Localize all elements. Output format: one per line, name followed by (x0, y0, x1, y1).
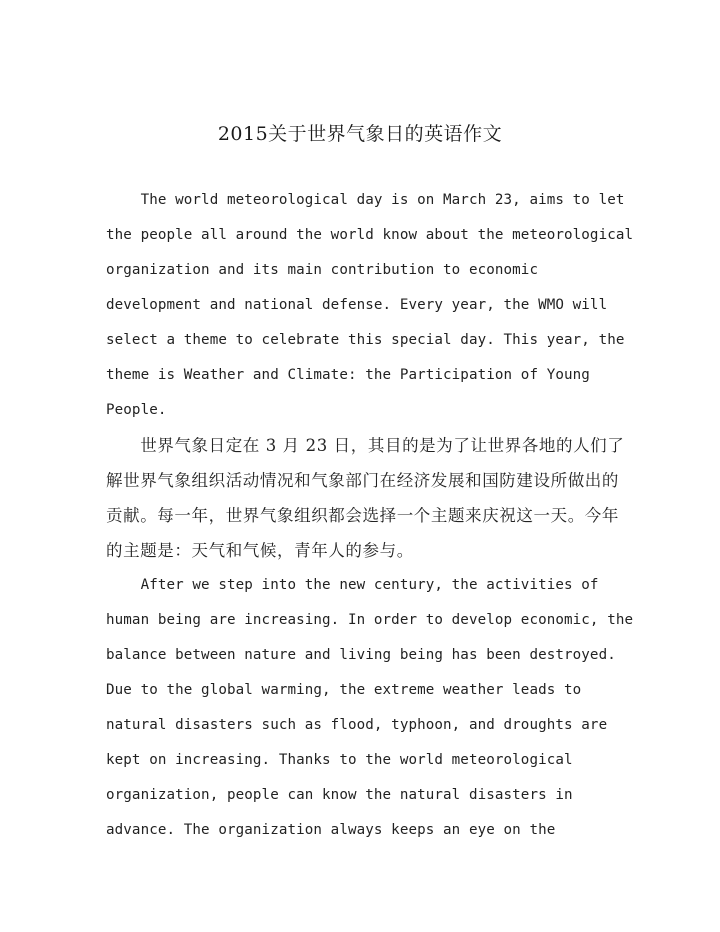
text-line: kept on increasing. Thanks to the world meteorological (106, 752, 573, 768)
text-line: organization and its main contribution to economic (106, 262, 539, 278)
text-line: the people all around the world know about the meteorological (106, 227, 634, 243)
text-line: natural disasters such as flood, typhoon, and droughts are (106, 717, 608, 733)
text-line: 的主题是：天气和气候，青年人的参与。 (106, 541, 414, 560)
text-line: Due to the global warming, the extreme weather leads to (106, 682, 582, 698)
text-line: human being are increasing. In order to develop economic, the (106, 612, 634, 628)
text-line: After we step into the new century, the activities of (106, 577, 599, 593)
english-paragraph-1 (106, 183, 634, 428)
text-line: select a theme to celebrate this special day. This year, the (106, 332, 625, 348)
chinese-paragraph (106, 428, 625, 568)
text-line: 解世界气象组织活动情况和气象部门在经济发展和国防建设所做出的 (106, 471, 619, 490)
text-line: advance. The organization always keeps an eye on the (106, 822, 556, 838)
text-line: balance between nature and living being has been destroyed. (106, 647, 616, 663)
text-line: 世界气象日定在 3 月 23 日，其目的是为了让世界各地的人们了 (106, 436, 625, 455)
text-line: organization, people can know the natural disasters in (106, 787, 573, 803)
text-line: development and national defense. Every year, the WMO will (106, 297, 608, 313)
text-line: People. (106, 402, 167, 418)
text-line: The world meteorological day is on March 23, aims to let (106, 192, 625, 208)
text-line: 贡献。每一年，世界气象组织都会选择一个主题来庆祝这一天。今年 (106, 506, 619, 525)
text-line: theme is Weather and Climate: the Participation of Young (106, 367, 590, 383)
document-title: 2015关于世界气象日的英语作文 (217, 123, 503, 145)
english-paragraph-2 (106, 568, 634, 848)
